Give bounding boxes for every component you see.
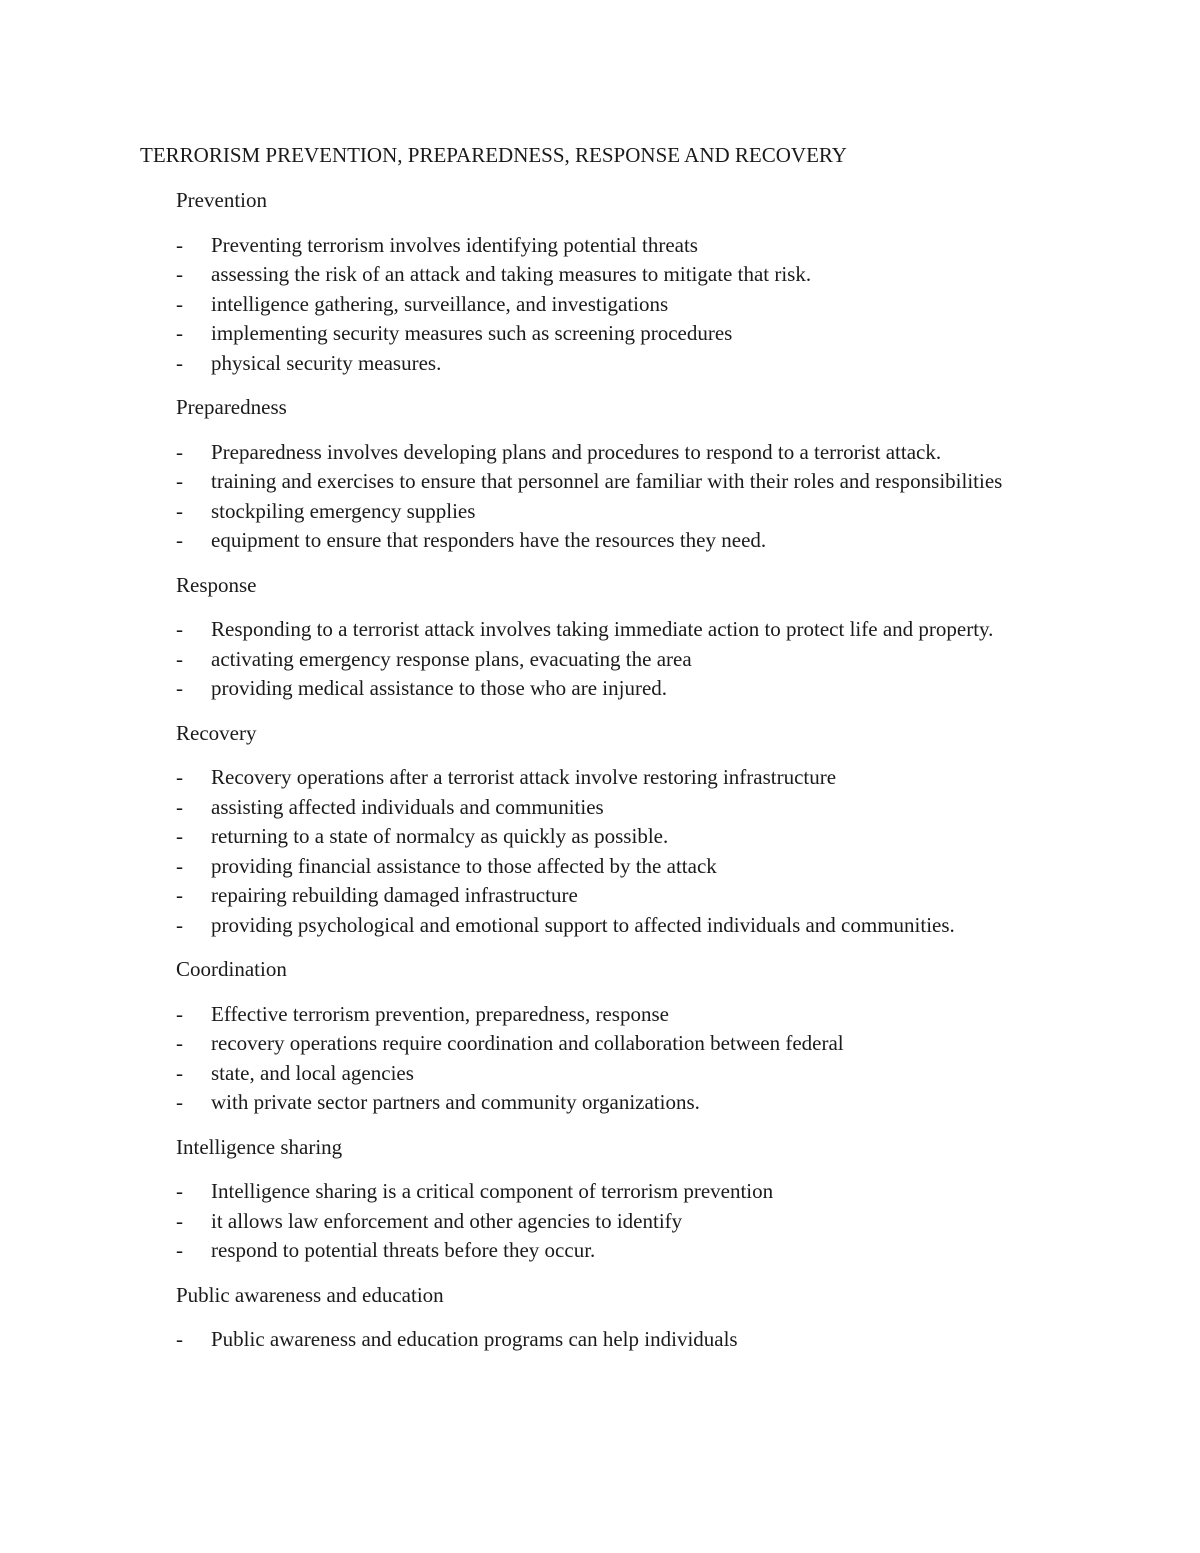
document-title: TERRORISM PREVENTION, PREPAREDNESS, RESPONSE AND RECOVERY [140,143,847,167]
list-item [176,615,1076,645]
bullet-list [176,615,1076,704]
list-item [176,1177,1076,1207]
bullet-dash: - [176,469,183,493]
list-item-text: intelligence gathering, surveillance, and investigations [211,291,669,316]
section-heading: Preparedness [176,395,287,419]
bullet-dash: - [176,350,183,375]
list-item-text: providing medical assistance to those who are injured. [211,676,668,700]
list-item [176,497,1076,527]
section-recovery [176,719,1076,941]
list-item [176,1059,1076,1089]
bullet-dash: - [176,1001,183,1026]
list-item [176,349,1076,379]
section-heading: Recovery [176,720,257,745]
section-response [176,571,1076,704]
section-heading: Prevention [176,188,267,212]
bullet-list [176,763,1076,940]
list-item [176,1000,1076,1030]
list-item-text: recovery operations require coordination and collaboration between federal [211,1031,844,1055]
list-item-text: implementing security measures such as screening procedures [211,321,733,345]
bullet-dash: - [176,676,183,700]
bullet-dash: - [176,794,183,819]
list-item [176,1236,1076,1266]
list-item-text: respond to potential threats before they occur. [211,1238,596,1262]
list-item-text: Public awareness and education programs can help individuals [211,1327,738,1351]
list-item-text: with private sector partners and community organizations. [211,1090,700,1114]
list-item-text: assessing the risk of an attack and taking measures to mitigate that risk. [211,262,812,286]
list-item [176,1029,1076,1059]
list-item-text: physical security measures. [211,350,442,375]
list-item-text: providing psychological and emotional support to affected individuals and communities. [211,912,955,937]
section-heading: Response [176,572,257,597]
bullet-dash: - [176,824,183,848]
bullet-dash: - [176,883,183,907]
list-item [176,763,1076,793]
list-item [176,290,1076,320]
list-item [176,645,1076,675]
list-item [176,319,1076,349]
section-coordination [176,955,1076,1118]
bullet-dash: - [176,1179,183,1203]
bullet-dash: - [176,1327,183,1351]
bullet-dash: - [176,912,183,937]
list-item-text: providing financial assistance to those affected by the attack [211,853,717,878]
bullet-dash: - [176,1090,183,1114]
bullet-dash: - [176,321,183,345]
list-item [176,1088,1076,1118]
bullet-list [176,231,1076,379]
list-item-text: stockpiling emergency supplies [211,498,476,523]
list-item-text: activating emergency response plans, evacuating the area [211,646,692,671]
list-item-text: Effective terrorism prevention, preparedness, response [211,1001,669,1026]
list-item-text: Preventing terrorism involves identifying potential threats [211,232,698,257]
list-item [176,881,1076,911]
section-heading: Coordination [176,957,287,981]
bullet-dash: - [176,1060,183,1085]
bullet-dash: - [176,262,183,286]
bullet-dash: - [176,439,183,464]
list-item [176,467,1076,497]
bullet-dash: - [176,232,183,257]
bullet-dash: - [176,1208,183,1233]
list-item-text: training and exercises to ensure that personnel are familiar with their roles and responsibilities [211,469,1003,493]
list-item [176,438,1076,468]
list-item-text: returning to a state of normalcy as quickly as possible. [211,824,669,848]
section-prevention [176,186,1076,378]
section-heading: Intelligence sharing [176,1134,343,1159]
bullet-dash: - [176,1238,183,1262]
list-item [176,911,1076,941]
bullet-dash: - [176,1031,183,1055]
bullet-dash: - [176,765,183,789]
document-body [176,186,1076,1370]
list-item-text: Preparedness involves developing plans and procedures to respond to a terrorist attack. [211,439,942,464]
bullet-list [176,1177,1076,1266]
section-preparedness [176,393,1076,556]
bullet-dash: - [176,498,183,523]
list-item [176,852,1076,882]
bullet-dash: - [176,853,183,878]
bullet-list [176,438,1076,556]
list-item [176,674,1076,704]
list-item-text: equipment to ensure that responders have the resources they need. [211,528,767,552]
list-item [176,260,1076,290]
list-item [176,231,1076,261]
list-item-text: assisting affected individuals and communities [211,794,604,819]
list-item-text: state, and local agencies [211,1060,414,1085]
section-heading: Public awareness and education [176,1282,444,1307]
bullet-dash: - [176,617,183,641]
bullet-dash: - [176,528,183,552]
section-public-awareness-and-education [176,1281,1076,1355]
list-item [176,793,1076,823]
bullet-dash: - [176,646,183,671]
bullet-list [176,1000,1076,1118]
list-item [176,526,1076,556]
list-item-text: Responding to a terrorist attack involves taking immediate action to protect life and property. [211,617,994,641]
bullet-dash: - [176,291,183,316]
list-item [176,1207,1076,1237]
list-item-text: it allows law enforcement and other agencies to identify [211,1208,683,1233]
list-item-text: Recovery operations after a terrorist attack involve restoring infrastructure [211,765,837,789]
list-item [176,1325,1076,1355]
bullet-list [176,1325,1076,1355]
list-item-text: Intelligence sharing is a critical component of terrorism prevention [211,1179,774,1203]
section-intelligence-sharing [176,1133,1076,1266]
list-item [176,822,1076,852]
list-item-text: repairing rebuilding damaged infrastructure [211,883,578,907]
